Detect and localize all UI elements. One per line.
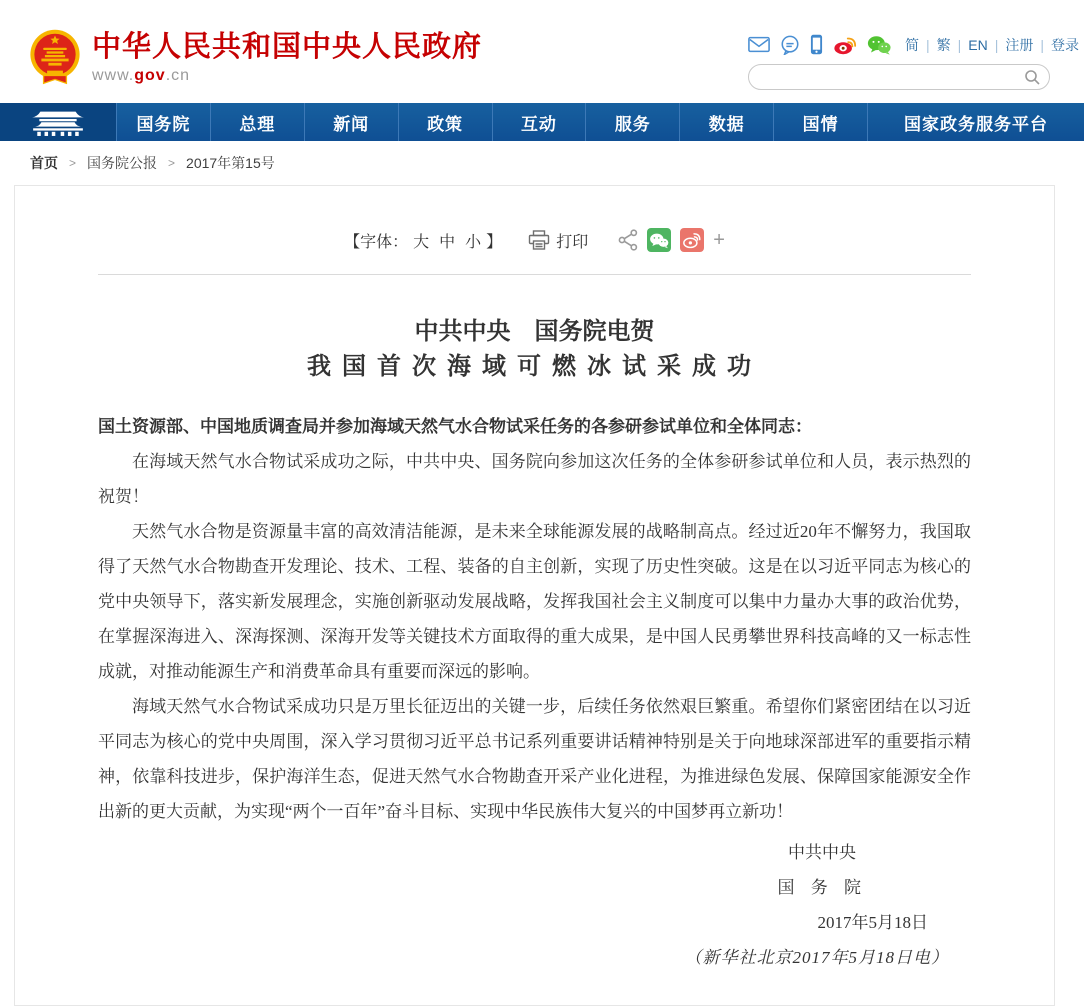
signature-date: 2017年5月18日 [817, 913, 928, 932]
nav-item-zongli[interactable]: 总理 [211, 103, 305, 141]
site-url-www: www. [92, 67, 135, 84]
article-paragraph: 在海域天然气水合物试采成功之际，中共中央、国务院向参加这次任务的全体参研参试单位和人员，表示热烈的祝贺！ [98, 452, 971, 506]
link-separator: | [1040, 36, 1045, 53]
lang-links [905, 35, 1079, 55]
font-size-label-close: 】 [486, 233, 503, 251]
article-title-line2: 我国首次海域可燃冰试采成功 [307, 354, 762, 380]
article-paragraph: 海域天然气水合物试采成功只是万里长征迈出的关键一步，后续任务依然艰巨繁重。希望你们紧密团结在以习近平同志为核心的党中央周围，深入学习贯彻习近平总书记系列重要讲话精神特别是关于向地球深部进军的重要指示精神，依靠科技进步，保护海洋生态，促进天然气水合物勘查开采产业化进程，为推进绿色发展、保障国家能源安全作出新的更大贡献，为实现“两个一百年”奋斗目标、实现中华民族伟大复兴的中国梦再立新功！ [98, 697, 971, 821]
wechat-icon[interactable] [867, 35, 891, 55]
signature-state-council: 国 务 院 [777, 878, 867, 897]
font-size-label-open: 【字体： [344, 233, 409, 251]
article-title [98, 315, 971, 385]
search-input[interactable] [761, 66, 1019, 88]
tiananmen-home-icon [29, 109, 87, 136]
site-header [0, 0, 1084, 103]
font-size-medium-button[interactable]: 中 [439, 233, 456, 251]
font-size-large-button[interactable]: 大 [413, 233, 430, 251]
nav-item-hudong[interactable]: 互动 [493, 103, 587, 141]
national-emblem-icon [28, 28, 82, 86]
share-icon[interactable] [618, 229, 638, 251]
search-icon[interactable] [1024, 69, 1041, 86]
signature-cpc-central: 中共中央 [788, 843, 856, 862]
article-paragraph: 国土资源部、中国地质调查局并参加海域天然气水合物试采任务的各参研参试单位和全体同志： [98, 417, 812, 436]
print-label: 打印 [556, 233, 589, 251]
site-logo[interactable] [28, 28, 482, 86]
nav-item-zhengce[interactable]: 政策 [399, 103, 493, 141]
lang-simplified-link[interactable]: 简 [905, 36, 919, 53]
nav-item-guowuyuan[interactable]: 国务院 [117, 103, 211, 141]
weibo-icon[interactable] [833, 34, 857, 55]
wechat-share-icon[interactable] [647, 228, 671, 252]
printer-icon [528, 230, 550, 251]
mail-icon[interactable] [748, 36, 770, 53]
search-box [748, 64, 1050, 90]
site-url-gov: gov [134, 67, 166, 84]
toolbar-divider [98, 274, 971, 275]
nav-item-shuju[interactable]: 数据 [680, 103, 774, 141]
breadcrumb-issue[interactable]: 2017年第15号 [186, 155, 275, 171]
nav-item-xinwen[interactable]: 新闻 [305, 103, 399, 141]
site-url [92, 67, 482, 85]
more-share-button[interactable]: + [713, 229, 725, 251]
header-icon-row [748, 34, 1080, 55]
mobile-icon[interactable] [810, 34, 823, 55]
lang-traditional-link[interactable]: 繁 [936, 36, 951, 53]
article-toolbar [15, 228, 1054, 252]
site-title: 中华人民共和国中央人民政府 [92, 31, 483, 63]
weibo-share-icon[interactable] [680, 228, 704, 252]
site-title-block [92, 28, 482, 85]
header-right [748, 34, 1080, 90]
nav-item-guoqing[interactable]: 国情 [774, 103, 868, 141]
breadcrumb [0, 141, 1084, 185]
article-title-line1: 中共中央 国务院电贺 [414, 319, 655, 345]
link-separator: | [994, 36, 999, 53]
font-size-small-button[interactable]: 小 [465, 233, 482, 251]
message-icon[interactable] [780, 35, 800, 55]
link-separator: | [926, 36, 930, 53]
breadcrumb-separator: > [168, 156, 176, 170]
site-url-cn: .cn [165, 67, 191, 84]
register-link[interactable]: 注册 [1005, 36, 1034, 53]
article-paragraph: 天然气水合物是资源量丰富的高效清洁能源，是未来全球能源发展的战略制高点。经过近20年不懈努力，我国取得了天然气水合物勘查开发理论、技术、工程、装备的自主创新，实现了历史性突破。这是在以习近平同志为核心的党中央领导下，落实新发展理念，实施创新驱动发展战略，发挥我国社会主义制度可以集中力量办大事的政治优势，在掌握深海进入、深海探测、深海开发等关键技术方面取得的重大成果，是中国人民勇攀世界科技高峰的又一标志性成就，对推动能源生产和消费革命具有重要而深远的影响。 [98, 522, 971, 681]
print-button[interactable] [528, 229, 588, 252]
main-nav [0, 103, 1084, 141]
nav-item-fuwu[interactable]: 服务 [586, 103, 680, 141]
share-group [618, 228, 725, 252]
link-separator: | [957, 36, 962, 53]
lang-english-link[interactable]: EN [968, 36, 988, 53]
article-body [15, 315, 1054, 975]
content-card [14, 185, 1055, 1006]
login-link[interactable]: 登录 [1051, 36, 1080, 53]
nav-home-button[interactable] [0, 103, 117, 141]
breadcrumb-gongbao[interactable]: 国务院公报 [87, 155, 158, 171]
breadcrumb-home[interactable]: 首页 [30, 155, 58, 171]
nav-item-zhengwu-platform[interactable]: 国家政务服务平台 [904, 114, 1048, 134]
source-note: （新华社北京2017年5月18日电） [684, 948, 949, 967]
breadcrumb-separator: > [69, 156, 77, 170]
